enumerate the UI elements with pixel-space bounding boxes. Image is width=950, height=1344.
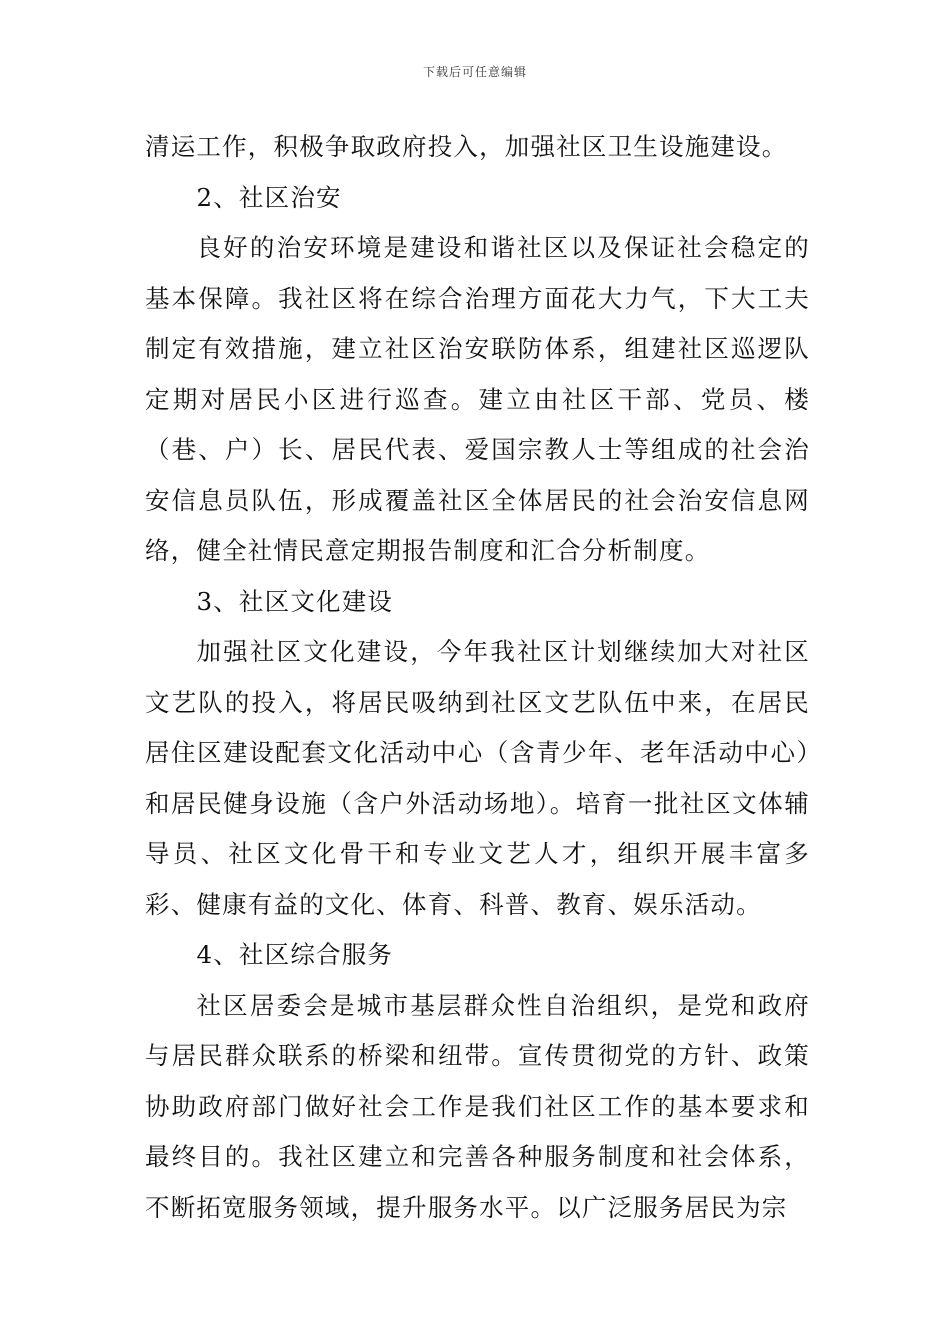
paragraph-sanitation-continued: 清运工作，积极争取政府投入，加强社区卫生设施建设。: [145, 132, 788, 161]
section-heading-public-security: 2、社区治安: [196, 182, 342, 212]
paragraph-culture: 加强社区文化建设，今年我社区计划继续加大对社区文艺队的投入，将居民吸纳到社区文艺队伍中来，在居民居住区建设配套文化活动中心（含青少年、老年活动中心）和居民健身设施（含户外活动场地）。培育一批社区文体辅导员、社区文化骨干和专业文艺人才，组织开展丰富多彩、健康有益的文化、体育、科普、教育、娱乐活动。: [145, 637, 810, 919]
header-note: 下载后可任意编辑: [422, 65, 527, 79]
section-heading-culture: 3、社区文化建设: [196, 586, 394, 616]
section-heading-services: 4、社区综合服务: [196, 940, 394, 969]
paragraph-services: 社区居委会是城市基层群众性自治组织，是党和政府与居民群众联系的桥梁和纽带。宣传贯彻党的方针、政策协助政府部门做好社会工作是我们社区工作的基本要求和最终目的。我社区建立和完善各种服务制度和社会体系，不断拓宽服务领域，提升服务水平。以广泛服务居民为宗: [145, 990, 810, 1222]
paragraph-public-security: 良好的治安环境是建设和谐社区以及保证社会稳定的基本保障。我社区将在综合治理方面花大力气，下大工夫制定有效措施，建立社区治安联防体系，组建社区巡逻队定期对居民小区进行巡查。建立由社区干部、党员、楼（巷、户）长、居民代表、爱国宗教人士等组成的社会治安信息员队伍，形成覆盖社区全体居民的社会治安信息网络，健全社情民意定期报告制度和汇合分析制度。: [145, 233, 810, 565]
document-body: [145, 122, 810, 1233]
